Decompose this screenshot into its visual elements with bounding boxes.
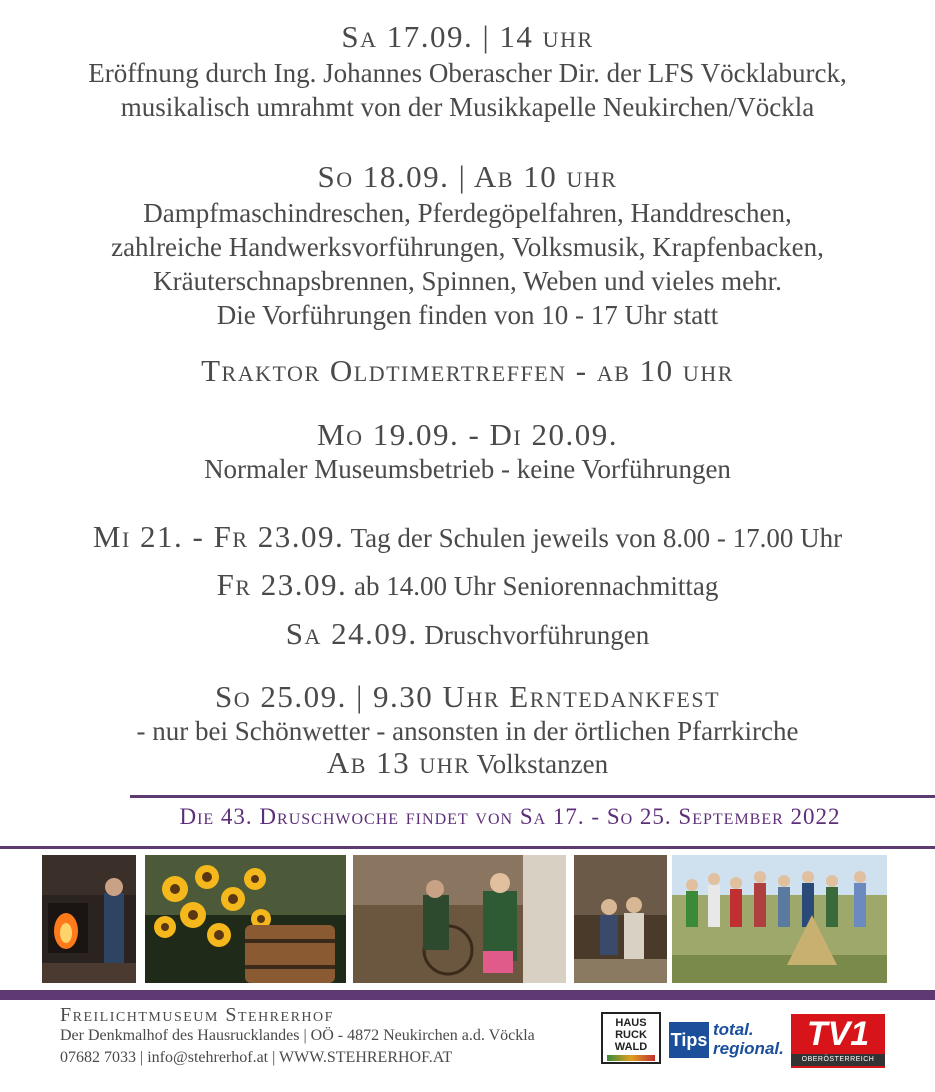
photo-blacksmith	[42, 855, 136, 983]
event-6-heading: Fr 23.09.	[216, 567, 348, 602]
event-1-line-1: Eröffnung durch Ing. Johannes Oberascher Dir. der LFS Vöcklaburck,	[88, 58, 847, 88]
event-8-last-tail: Volkstanzen	[476, 749, 609, 779]
tips-logo-box: Tips	[669, 1022, 709, 1058]
photo-children	[574, 855, 667, 983]
event-2-line-4: Die Vorführungen finden von 10 - 17 Uhr statt	[216, 300, 719, 330]
footer-contact: 07682 7033 | info@stehrerhof.at | WWW.STEHRERHOF.AT	[60, 1049, 453, 1066]
tips-logo-slogan-1: total.	[713, 1020, 754, 1039]
event-8-line-1: - nur bei Schönwetter - ansonsten in der örtlichen Pfarrkirche	[136, 716, 799, 746]
footer-title: Freilichtmuseum Stehrerhof	[60, 1004, 334, 1026]
tv1-logo-sub: OBERÖSTERREICH	[791, 1054, 885, 1066]
event-6-row	[0, 568, 935, 603]
event-7-heading: Sa 24.09.	[285, 616, 418, 651]
event-3-heading: Traktor Oldtimertreffen - ab 10 uhr	[201, 353, 734, 388]
event-8-caps: Ab 13 uhr	[326, 745, 471, 780]
event-8-heading: So 25.09. | 9.30 Uhr Erntedankfest	[214, 679, 721, 714]
photo-group	[672, 855, 887, 983]
hausruckwald-logo-line-2: RUCK	[615, 1029, 647, 1041]
event-2-line-3: Kräuterschnapsbrennen, Spinnen, Weben und vieles mehr.	[153, 266, 782, 296]
tips-logo	[669, 1020, 784, 1062]
event-2-line-2: zahlreiche Handwerksvorführungen, Volksmusik, Krapfenbacken,	[111, 232, 824, 262]
event-5-heading: Mi 21. - Fr 23.09.	[92, 519, 345, 554]
hausruckwald-logo-line-3: WALD	[614, 1041, 648, 1053]
event-2-line-1: Dampfmaschindreschen, Pferdegöpelfahren, Handdreschen,	[143, 198, 792, 228]
footer-address: Der Denkmalhof des Hausrucklandes | OÖ - 4872 Neukirchen a.d. Vöckla	[60, 1027, 535, 1044]
hausruckwald-logo-stripe	[607, 1055, 655, 1061]
hausruckwald-logo-line-1: HAUS	[615, 1017, 647, 1029]
banner-text: Die 43. Druschwoche findet von Sa 17. - So 25. September 2022	[179, 804, 841, 829]
event-6-tail: ab 14.00 Uhr Seniorennachmittag	[354, 571, 719, 601]
event-8-line-2	[0, 746, 935, 781]
event-2-heading: So 18.09. | Ab 10 uhr	[317, 159, 618, 194]
event-7-tail: Druschvorführungen	[424, 620, 650, 650]
event-1-line-2: musikalisch umrahmt von der Musikkapelle Neukirchen/Vöckla	[120, 92, 815, 122]
event-1-heading: Sa 17.09. | 14 uhr	[341, 19, 594, 54]
event-5-row	[0, 520, 935, 555]
banner-rule-top	[130, 795, 935, 798]
tv1-logo-text: TV1	[806, 1015, 870, 1053]
event-4-line-1: Normaler Museumsbetrieb - keine Vorführungen	[204, 454, 731, 484]
footer-bar	[0, 990, 935, 1000]
event-5-tail: Tag der Schulen jeweils von 8.00 - 17.00 Uhr	[350, 523, 843, 553]
tips-logo-slogan-2: regional.	[713, 1039, 784, 1058]
tv1-logo	[791, 1014, 885, 1068]
banner-rule-bottom	[0, 846, 935, 849]
event-7-row	[0, 617, 935, 652]
photo-spinning	[353, 855, 566, 983]
photo-sunflowers	[145, 855, 346, 983]
hausruckwald-logo	[601, 1012, 661, 1064]
event-4-heading: Mo 19.09. - Di 20.09.	[317, 417, 618, 452]
